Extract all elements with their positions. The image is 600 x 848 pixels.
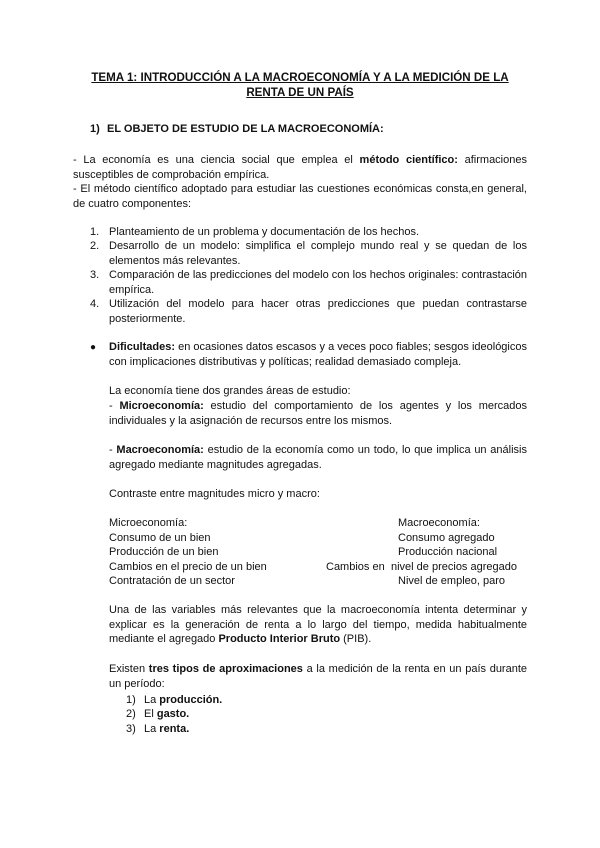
step-number: 2.	[90, 240, 100, 252]
contrast-macro-cell: Nivel de empleo, paro	[398, 575, 506, 587]
contrast-micro-cell: Producción de un bien	[109, 546, 219, 558]
macro-definition: - Macroeconomía: estudio de la economía como un todo, lo que implica un análisis agregado mediante magnitudes agregadas.	[109, 444, 527, 471]
step-text: Planteamiento de un problema y documentación de los hechos.	[109, 226, 420, 238]
difficulties-paragraph: Dificultades: en ocasiones datos escasos y a veces poco fiables; sesgos ideológicos con implicaciones distributivas y políticas; realidad demasiado compleja.	[109, 341, 527, 368]
contrast-mid-cell: Cambios en	[326, 561, 385, 573]
areas-intro: La economía tiene dos grandes áreas de estudio:	[109, 385, 351, 397]
step-number: 3.	[90, 269, 100, 281]
contrast-micro-cell: Cambios en el precio de un bien	[109, 561, 267, 573]
approach-number: 2)	[126, 708, 136, 720]
approach-item: La producción.	[144, 694, 223, 706]
step-text: Utilización del modelo para hacer otras predicciones que puedan contrastarse posteriormente.	[109, 298, 527, 325]
contrast-micro-cell: Microeconomía:	[109, 517, 188, 529]
intro-paragraph-2: - El método científico adoptado para estudiar las cuestiones económicas consta,en general, de cuatro componentes:	[73, 183, 527, 210]
approach-number: 1)	[126, 694, 136, 706]
pib-paragraph: Una de las variables más relevantes que la macroeconomía intenta determinar y explicar es la generación de renta a lo largo del tiempo, medida habitualmente mediante el agregado Producto Interior Bruto (PIB).	[109, 604, 527, 645]
step-number: 1.	[90, 226, 100, 238]
page-title-line-2: RENTA DE UN PAÍS	[246, 86, 354, 99]
section-number: 1)	[90, 123, 100, 135]
micro-definition: - Microeconomía: estudio del comportamiento de los agentes y los mercados individuales y la asignación de recursos entre los mismos.	[109, 400, 527, 427]
contrast-macro-cell: Consumo agregado	[398, 532, 495, 544]
step-text: Desarrollo de un modelo: simplifica el complejo mundo real y se quedan de los elementos más relevantes.	[109, 240, 527, 267]
contrast-macro-cell: nivel de precios agregado	[391, 561, 517, 573]
page-title-line-1: TEMA 1: INTRODUCCIÓN A LA MACROECONOMÍA Y A LA MEDICIÓN DE LA	[91, 71, 509, 84]
approach-number: 3)	[126, 723, 136, 735]
contrast-micro-cell: Contratación de un sector	[109, 575, 235, 587]
step-number: 4.	[90, 298, 100, 310]
approach-item: El gasto.	[144, 708, 190, 720]
section-heading: EL OBJETO DE ESTUDIO DE LA MACROECONOMÍA:	[107, 123, 384, 135]
approach-item: La renta.	[144, 723, 190, 735]
contrast-macro-cell: Producción nacional	[398, 546, 498, 558]
contrast-intro: Contraste entre magnitudes micro y macro:	[109, 488, 320, 500]
bullet-icon: ●	[90, 342, 97, 353]
approaches-paragraph: Existen tres tipos de aproximaciones a la medición de la renta en un país durante un período:	[109, 663, 528, 690]
contrast-micro-cell: Consumo de un bien	[109, 532, 211, 544]
contrast-macro-cell: Macroeconomía:	[398, 517, 480, 529]
intro-paragraph-1: - La economía es una ciencia social que emplea el método científico: afirmaciones susceptibles de comprobación empírica.	[73, 154, 527, 181]
step-text: Comparación de las predicciones del modelo con los hechos originales: contrastación empírica.	[109, 269, 527, 296]
